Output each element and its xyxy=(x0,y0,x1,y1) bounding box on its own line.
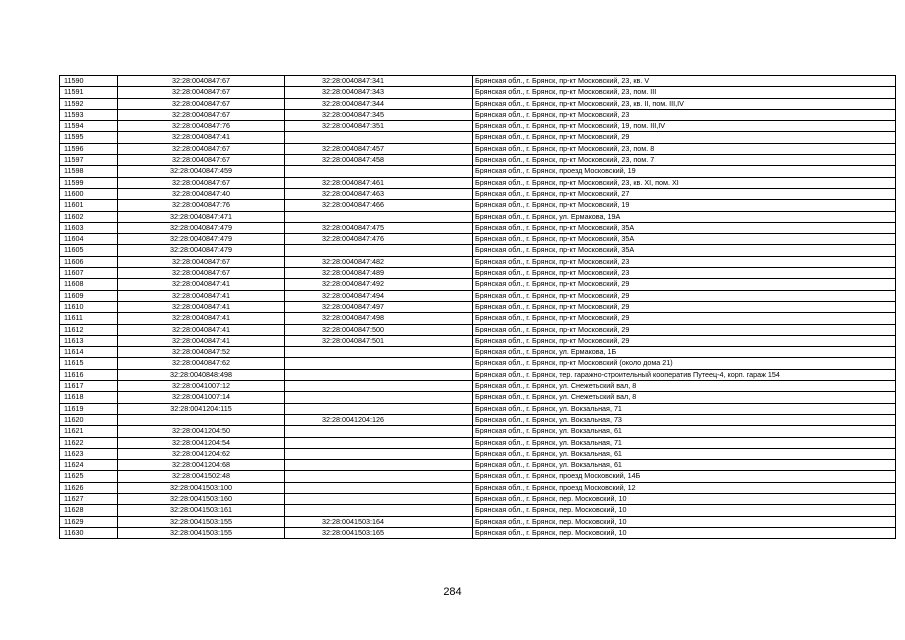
table-row xyxy=(60,516,896,527)
address-cell: Брянская обл., г. Брянск, пр-кт Московский, 23, пом. 7 xyxy=(473,155,896,166)
sub-cadastral-number-cell: 32:28:0040847:475 xyxy=(285,222,473,233)
address-cell: Брянская обл., г. Брянск, проезд Московский, 12 xyxy=(473,482,896,493)
row-number-cell: 11623 xyxy=(60,448,118,459)
row-number-cell: 11605 xyxy=(60,245,118,256)
address-cell: Брянская обл., г. Брянск, пр-кт Московский (около дома 21) xyxy=(473,358,896,369)
cadastral-number-cell: 32:28:0040847:41 xyxy=(118,279,285,290)
row-number-cell: 11595 xyxy=(60,132,118,143)
row-number-cell: 11619 xyxy=(60,403,118,414)
table-row xyxy=(60,177,896,188)
cadastral-number-cell: 32:28:0040847:67 xyxy=(118,76,285,87)
row-number-cell: 11604 xyxy=(60,234,118,245)
cadastral-number-cell: 32:28:0040847:67 xyxy=(118,256,285,267)
address-cell: Брянская обл., г. Брянск, ул. Снежетьский вал, 8 xyxy=(473,392,896,403)
address-cell: Брянская обл., г. Брянск, пер. Московский, 10 xyxy=(473,493,896,504)
address-cell: Брянская обл., г. Брянск, проезд Московский, 14Б xyxy=(473,471,896,482)
row-number-cell: 11593 xyxy=(60,109,118,120)
address-cell: Брянская обл., г. Брянск, пр-кт Московский, 23 xyxy=(473,109,896,120)
address-cell: Брянская обл., г. Брянск, тер. гаражно-строительный кооператив Путеец-4, корп. гараж 154 xyxy=(473,369,896,380)
row-number-cell: 11609 xyxy=(60,290,118,301)
table-row xyxy=(60,234,896,245)
cadastral-number-cell: 32:28:0040847:41 xyxy=(118,132,285,143)
address-cell: Брянская обл., г. Брянск, пр-кт Московский, 29 xyxy=(473,324,896,335)
sub-cadastral-number-cell: 32:28:0040847:489 xyxy=(285,268,473,279)
row-number-cell: 11616 xyxy=(60,369,118,380)
sub-cadastral-number-cell: 32:28:0040847:498 xyxy=(285,313,473,324)
table-row xyxy=(60,76,896,87)
sub-cadastral-number-cell xyxy=(285,403,473,414)
table-row xyxy=(60,392,896,403)
cadastral-number-cell: 32:28:0041503:160 xyxy=(118,493,285,504)
sub-cadastral-number-cell: 32:28:0040847:457 xyxy=(285,143,473,154)
sub-cadastral-number-cell xyxy=(285,426,473,437)
row-number-cell: 11630 xyxy=(60,527,118,538)
table-row xyxy=(60,426,896,437)
table-row xyxy=(60,437,896,448)
table-row xyxy=(60,109,896,120)
sub-cadastral-number-cell xyxy=(285,166,473,177)
sub-cadastral-number-cell: 32:28:0040847:345 xyxy=(285,109,473,120)
address-cell: Брянская обл., г. Брянск, пр-кт Московский, 35А xyxy=(473,234,896,245)
row-number-cell: 11607 xyxy=(60,268,118,279)
sub-cadastral-number-cell xyxy=(285,392,473,403)
sub-cadastral-number-cell xyxy=(285,347,473,358)
cadastral-number-cell: 32:28:0040847:41 xyxy=(118,335,285,346)
table-row xyxy=(60,471,896,482)
table-row xyxy=(60,448,896,459)
cadastral-number-cell: 32:28:0041503:161 xyxy=(118,505,285,516)
sub-cadastral-number-cell: 32:28:0040847:492 xyxy=(285,279,473,290)
address-cell: Брянская обл., г. Брянск, пр-кт Московский, 23 xyxy=(473,256,896,267)
sub-cadastral-number-cell: 32:28:0040847:482 xyxy=(285,256,473,267)
table-row xyxy=(60,482,896,493)
address-cell: Брянская обл., г. Брянск, проезд Московский, 19 xyxy=(473,166,896,177)
sub-cadastral-number-cell: 32:28:0041204:126 xyxy=(285,414,473,425)
address-cell: Брянская обл., г. Брянск, ул. Ермакова, 1Б xyxy=(473,347,896,358)
address-cell: Брянская обл., г. Брянск, ул. Вокзальная, 61 xyxy=(473,426,896,437)
table-row xyxy=(60,335,896,346)
table-row xyxy=(60,347,896,358)
table-row xyxy=(60,268,896,279)
row-number-cell: 11625 xyxy=(60,471,118,482)
sub-cadastral-number-cell xyxy=(285,211,473,222)
table-row xyxy=(60,132,896,143)
sub-cadastral-number-cell: 32:28:0040847:344 xyxy=(285,98,473,109)
row-number-cell: 11618 xyxy=(60,392,118,403)
row-number-cell: 11590 xyxy=(60,76,118,87)
sub-cadastral-number-cell xyxy=(285,437,473,448)
address-cell: Брянская обл., г. Брянск, пер. Московский, 10 xyxy=(473,527,896,538)
row-number-cell: 11603 xyxy=(60,222,118,233)
address-cell: Брянская обл., г. Брянск, пр-кт Московский, 35А xyxy=(473,222,896,233)
cadastral-number-cell: 32:28:0040847:67 xyxy=(118,155,285,166)
cadastral-number-cell: 32:28:0040848:498 xyxy=(118,369,285,380)
address-cell: Брянская обл., г. Брянск, пр-кт Московский, 23, кв. II, пом. III,IV xyxy=(473,98,896,109)
row-number-cell: 11610 xyxy=(60,301,118,312)
address-cell: Брянская обл., г. Брянск, пр-кт Московский, 35А xyxy=(473,245,896,256)
address-cell: Брянская обл., г. Брянск, пр-кт Московский, 19, пом. III,IV xyxy=(473,121,896,132)
sub-cadastral-number-cell xyxy=(285,381,473,392)
table-row xyxy=(60,279,896,290)
cadastral-number-cell: 32:28:0041204:115 xyxy=(118,403,285,414)
row-number-cell: 11591 xyxy=(60,87,118,98)
sub-cadastral-number-cell xyxy=(285,493,473,504)
address-cell: Брянская обл., г. Брянск, ул. Вокзальная, 61 xyxy=(473,460,896,471)
cadastral-number-cell: 32:28:0040847:41 xyxy=(118,324,285,335)
sub-cadastral-number-cell: 32:28:0040847:341 xyxy=(285,76,473,87)
cadastral-number-cell: 32:28:0040847:67 xyxy=(118,143,285,154)
cadastral-number-cell: 32:28:0040847:67 xyxy=(118,268,285,279)
cadastral-number-cell: 32:28:0040847:471 xyxy=(118,211,285,222)
table-row xyxy=(60,188,896,199)
table-row xyxy=(60,369,896,380)
sub-cadastral-number-cell xyxy=(285,245,473,256)
row-number-cell: 11599 xyxy=(60,177,118,188)
cadastral-number-cell: 32:28:0041204:68 xyxy=(118,460,285,471)
row-number-cell: 11613 xyxy=(60,335,118,346)
sub-cadastral-number-cell: 32:28:0040847:500 xyxy=(285,324,473,335)
cadastral-number-cell: 32:28:0041503:155 xyxy=(118,527,285,538)
cadastral-number-cell: 32:28:0041503:155 xyxy=(118,516,285,527)
page-number: 284 xyxy=(443,586,462,598)
table-row xyxy=(60,222,896,233)
row-number-cell: 11596 xyxy=(60,143,118,154)
sub-cadastral-number-cell: 32:28:0041503:165 xyxy=(285,527,473,538)
address-cell: Брянская обл., г. Брянск, пр-кт Московский, 29 xyxy=(473,279,896,290)
address-cell: Брянская обл., г. Брянск, пр-кт Московский, 23, пом. III xyxy=(473,87,896,98)
cadastral-number-cell: 32:28:0041204:50 xyxy=(118,426,285,437)
row-number-cell: 11601 xyxy=(60,200,118,211)
row-number-cell: 11602 xyxy=(60,211,118,222)
table-row xyxy=(60,403,896,414)
cadastral-number-cell: 32:28:0041502:48 xyxy=(118,471,285,482)
sub-cadastral-number-cell: 32:28:0040847:494 xyxy=(285,290,473,301)
sub-cadastral-number-cell xyxy=(285,369,473,380)
cadastral-number-cell: 32:28:0040847:41 xyxy=(118,290,285,301)
sub-cadastral-number-cell: 32:28:0041503:164 xyxy=(285,516,473,527)
row-number-cell: 11629 xyxy=(60,516,118,527)
cadastral-number-cell: 32:28:0040847:67 xyxy=(118,87,285,98)
sub-cadastral-number-cell xyxy=(285,358,473,369)
cadastral-number-cell: 32:28:0040847:67 xyxy=(118,177,285,188)
sub-cadastral-number-cell xyxy=(285,471,473,482)
sub-cadastral-number-cell: 32:28:0040847:458 xyxy=(285,155,473,166)
row-number-cell: 11627 xyxy=(60,493,118,504)
table-row xyxy=(60,301,896,312)
sub-cadastral-number-cell: 32:28:0040847:461 xyxy=(285,177,473,188)
row-number-cell: 11597 xyxy=(60,155,118,166)
address-cell: Брянская обл., г. Брянск, ул. Ермакова, 19А xyxy=(473,211,896,222)
cadastral-number-cell: 32:28:0040847:41 xyxy=(118,301,285,312)
address-cell: Брянская обл., г. Брянск, пр-кт Московский, 29 xyxy=(473,335,896,346)
sub-cadastral-number-cell xyxy=(285,460,473,471)
table-row xyxy=(60,98,896,109)
cadastral-number-cell: 32:28:0040847:479 xyxy=(118,234,285,245)
row-number-cell: 11611 xyxy=(60,313,118,324)
address-cell: Брянская обл., г. Брянск, ул. Вокзальная, 71 xyxy=(473,437,896,448)
table-row xyxy=(60,143,896,154)
row-number-cell: 11592 xyxy=(60,98,118,109)
cadastral-number-cell xyxy=(118,414,285,425)
cadastral-number-cell: 32:28:0040847:67 xyxy=(118,98,285,109)
table-row xyxy=(60,493,896,504)
cadastral-number-cell: 32:28:0040847:479 xyxy=(118,245,285,256)
address-cell: Брянская обл., г. Брянск, пр-кт Московский, 19 xyxy=(473,200,896,211)
table-row xyxy=(60,211,896,222)
cadastral-number-cell: 32:28:0040847:67 xyxy=(118,109,285,120)
table-row xyxy=(60,313,896,324)
row-number-cell: 11617 xyxy=(60,381,118,392)
row-number-cell: 11621 xyxy=(60,426,118,437)
address-cell: Брянская обл., г. Брянск, ул. Вокзальная, 71 xyxy=(473,403,896,414)
sub-cadastral-number-cell: 32:28:0040847:351 xyxy=(285,121,473,132)
table-row xyxy=(60,87,896,98)
table-row xyxy=(60,256,896,267)
sub-cadastral-number-cell: 32:28:0040847:343 xyxy=(285,87,473,98)
row-number-cell: 11615 xyxy=(60,358,118,369)
row-number-cell: 11594 xyxy=(60,121,118,132)
address-cell: Брянская обл., г. Брянск, пр-кт Московский, 23, кв. V xyxy=(473,76,896,87)
table-row xyxy=(60,155,896,166)
cadastral-number-cell: 32:28:0041204:62 xyxy=(118,448,285,459)
address-cell: Брянская обл., г. Брянск, пр-кт Московский, 29 xyxy=(473,313,896,324)
cadastral-number-cell: 32:28:0040847:76 xyxy=(118,121,285,132)
sub-cadastral-number-cell: 32:28:0040847:463 xyxy=(285,188,473,199)
cadastral-number-cell: 32:28:0040847:41 xyxy=(118,313,285,324)
cadastral-number-cell: 32:28:0040847:479 xyxy=(118,222,285,233)
table-body xyxy=(60,76,896,539)
table-row xyxy=(60,290,896,301)
sub-cadastral-number-cell xyxy=(285,482,473,493)
cadastral-number-cell: 32:28:0040847:62 xyxy=(118,358,285,369)
sub-cadastral-number-cell xyxy=(285,505,473,516)
address-cell: Брянская обл., г. Брянск, пер. Московский, 10 xyxy=(473,505,896,516)
cadastral-number-cell: 32:28:0041204:54 xyxy=(118,437,285,448)
address-cell: Брянская обл., г. Брянск, пр-кт Московский, 23 xyxy=(473,268,896,279)
address-cell: Брянская обл., г. Брянск, пр-кт Московский, 23, пом. 8 xyxy=(473,143,896,154)
table-row xyxy=(60,200,896,211)
address-cell: Брянская обл., г. Брянск, пр-кт Московский, 29 xyxy=(473,301,896,312)
table-row xyxy=(60,166,896,177)
cadastral-number-cell: 32:28:0041503:100 xyxy=(118,482,285,493)
cadastral-number-cell: 32:28:0040847:40 xyxy=(118,188,285,199)
row-number-cell: 11600 xyxy=(60,188,118,199)
table-row xyxy=(60,324,896,335)
cadastral-number-cell: 32:28:0040847:76 xyxy=(118,200,285,211)
table-row xyxy=(60,381,896,392)
row-number-cell: 11620 xyxy=(60,414,118,425)
row-number-cell: 11606 xyxy=(60,256,118,267)
row-number-cell: 11598 xyxy=(60,166,118,177)
table-row xyxy=(60,245,896,256)
address-cell: Брянская обл., г. Брянск, пр-кт Московский, 29 xyxy=(473,290,896,301)
table-row xyxy=(60,414,896,425)
table-row xyxy=(60,505,896,516)
row-number-cell: 11628 xyxy=(60,505,118,516)
row-number-cell: 11624 xyxy=(60,460,118,471)
cadastral-number-cell: 32:28:0040847:459 xyxy=(118,166,285,177)
table-row xyxy=(60,358,896,369)
cadastral-number-cell: 32:28:0041007:14 xyxy=(118,392,285,403)
address-cell: Брянская обл., г. Брянск, пр-кт Московский, 27 xyxy=(473,188,896,199)
address-cell: Брянская обл., г. Брянск, пер. Московский, 10 xyxy=(473,516,896,527)
row-number-cell: 11608 xyxy=(60,279,118,290)
cadastral-number-cell: 32:28:0040847:52 xyxy=(118,347,285,358)
row-number-cell: 11612 xyxy=(60,324,118,335)
address-cell: Брянская обл., г. Брянск, ул. Вокзальная, 73 xyxy=(473,414,896,425)
address-cell: Брянская обл., г. Брянск, пр-кт Московский, 23, кв. XI, пом. XI xyxy=(473,177,896,188)
address-cell: Брянская обл., г. Брянск, ул. Вокзальная, 61 xyxy=(473,448,896,459)
row-number-cell: 11614 xyxy=(60,347,118,358)
table-row xyxy=(60,121,896,132)
sub-cadastral-number-cell xyxy=(285,132,473,143)
row-number-cell: 11622 xyxy=(60,437,118,448)
row-number-cell: 11626 xyxy=(60,482,118,493)
cadastral-table xyxy=(59,75,896,539)
sub-cadastral-number-cell: 32:28:0040847:497 xyxy=(285,301,473,312)
table-row xyxy=(60,527,896,538)
sub-cadastral-number-cell: 32:28:0040847:466 xyxy=(285,200,473,211)
address-cell: Брянская обл., г. Брянск, пр-кт Московский, 29 xyxy=(473,132,896,143)
cadastral-number-cell: 32:28:0041007:12 xyxy=(118,381,285,392)
address-cell: Брянская обл., г. Брянск, ул. Снежетьский вал, 8 xyxy=(473,381,896,392)
table-row xyxy=(60,460,896,471)
sub-cadastral-number-cell xyxy=(285,448,473,459)
sub-cadastral-number-cell: 32:28:0040847:501 xyxy=(285,335,473,346)
sub-cadastral-number-cell: 32:28:0040847:476 xyxy=(285,234,473,245)
